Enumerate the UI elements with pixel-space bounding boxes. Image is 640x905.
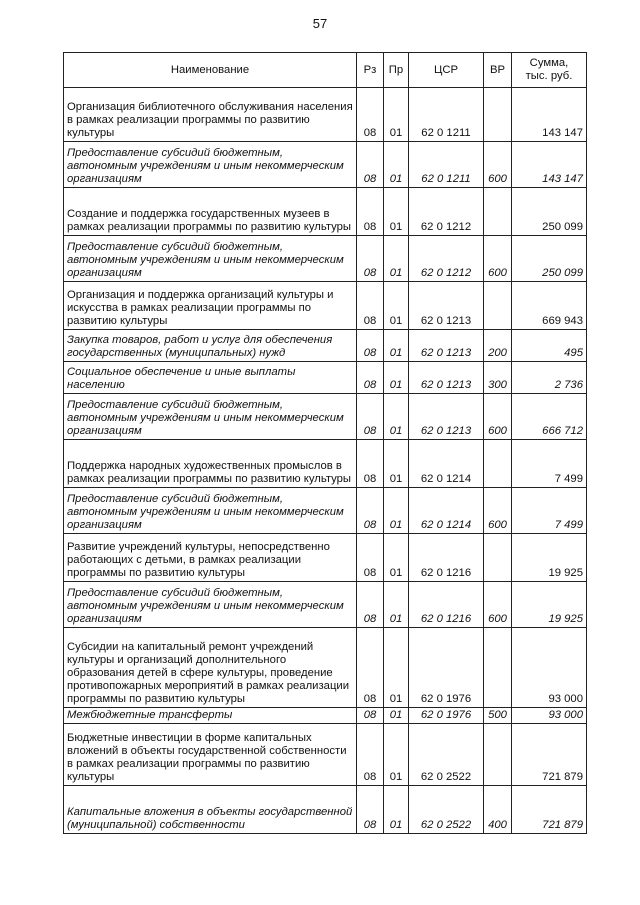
cell-rz: 08 bbox=[357, 188, 384, 236]
cell-vr: 400 bbox=[484, 786, 512, 834]
cell-sum: 19 925 bbox=[512, 582, 587, 628]
cell-rz: 08 bbox=[357, 628, 384, 708]
cell-sum: 7 499 bbox=[512, 440, 587, 488]
cell-name: Предоставление субсидий бюджетным, автономным учреждениям и иным некоммерческим организациям bbox=[64, 236, 357, 282]
table-row bbox=[64, 282, 587, 330]
header-csr: ЦСР bbox=[409, 53, 484, 88]
header-rz: Рз bbox=[357, 53, 384, 88]
cell-csr: 62 0 1216 bbox=[409, 582, 484, 628]
budget-table bbox=[63, 52, 587, 834]
cell-name: Межбюджетные трансферты bbox=[64, 708, 357, 724]
table-row bbox=[64, 534, 587, 582]
table-row bbox=[64, 724, 587, 786]
cell-sum: 2 736 bbox=[512, 362, 587, 394]
cell-vr: 300 bbox=[484, 362, 512, 394]
cell-pr: 01 bbox=[384, 142, 409, 188]
cell-csr: 62 0 1213 bbox=[409, 362, 484, 394]
cell-vr bbox=[484, 628, 512, 708]
header-sum-line1: Сумма, bbox=[529, 57, 569, 69]
cell-vr: 500 bbox=[484, 708, 512, 724]
cell-rz: 08 bbox=[357, 534, 384, 582]
cell-name: Капитальные вложения в объекты государственной (муниципальной) собственности bbox=[64, 786, 357, 834]
cell-csr: 62 0 1214 bbox=[409, 440, 484, 488]
cell-name: Закупка товаров, работ и услуг для обеспечения государственных (муниципальных) нужд bbox=[64, 330, 357, 362]
cell-sum: 495 bbox=[512, 330, 587, 362]
cell-vr: 600 bbox=[484, 488, 512, 534]
table-row bbox=[64, 142, 587, 188]
cell-pr: 01 bbox=[384, 582, 409, 628]
cell-csr: 62 0 1211 bbox=[409, 142, 484, 188]
cell-vr bbox=[484, 724, 512, 786]
cell-sum: 250 099 bbox=[512, 188, 587, 236]
cell-rz: 08 bbox=[357, 282, 384, 330]
header-vr: ВР bbox=[484, 53, 512, 88]
cell-csr: 62 0 1211 bbox=[409, 88, 484, 142]
cell-csr: 62 0 2522 bbox=[409, 786, 484, 834]
cell-vr: 600 bbox=[484, 236, 512, 282]
cell-name: Создание и поддержка государственных музеев в рамках реализации программы по развитию культуры bbox=[64, 188, 357, 236]
cell-vr: 600 bbox=[484, 142, 512, 188]
table-row bbox=[64, 582, 587, 628]
cell-pr: 01 bbox=[384, 628, 409, 708]
cell-rz: 08 bbox=[357, 724, 384, 786]
cell-pr: 01 bbox=[384, 362, 409, 394]
cell-csr: 62 0 1216 bbox=[409, 534, 484, 582]
cell-vr bbox=[484, 88, 512, 142]
cell-csr: 62 0 1212 bbox=[409, 188, 484, 236]
cell-pr: 01 bbox=[384, 394, 409, 440]
cell-pr: 01 bbox=[384, 786, 409, 834]
cell-rz: 08 bbox=[357, 362, 384, 394]
cell-rz: 08 bbox=[357, 236, 384, 282]
cell-rz: 08 bbox=[357, 786, 384, 834]
cell-pr: 01 bbox=[384, 236, 409, 282]
table-row bbox=[64, 628, 587, 708]
cell-name: Поддержка народных художественных промыслов в рамках реализации программы по развитию культуры bbox=[64, 440, 357, 488]
cell-name: Предоставление субсидий бюджетным, автономным учреждениям и иным некоммерческим организациям bbox=[64, 142, 357, 188]
table-row bbox=[64, 488, 587, 534]
cell-pr: 01 bbox=[384, 724, 409, 786]
cell-rz: 08 bbox=[357, 394, 384, 440]
cell-pr: 01 bbox=[384, 188, 409, 236]
cell-name: Предоставление субсидий бюджетным, автономным учреждениям и иным некоммерческим организациям bbox=[64, 488, 357, 534]
cell-name: Организация библиотечного обслуживания населения в рамках реализации программы по развитию культуры bbox=[64, 88, 357, 142]
cell-vr bbox=[484, 188, 512, 236]
table-row bbox=[64, 330, 587, 362]
cell-rz: 08 bbox=[357, 142, 384, 188]
cell-sum: 250 099 bbox=[512, 236, 587, 282]
cell-sum: 93 000 bbox=[512, 628, 587, 708]
table-header-row bbox=[64, 53, 587, 88]
cell-pr: 01 bbox=[384, 330, 409, 362]
cell-csr: 62 0 1213 bbox=[409, 394, 484, 440]
cell-pr: 01 bbox=[384, 488, 409, 534]
cell-name: Бюджетные инвестиции в форме капитальных вложений в объекты государственной собственности в рамках реализации программы по развитию культуры bbox=[64, 724, 357, 786]
cell-pr: 01 bbox=[384, 708, 409, 724]
cell-csr: 62 0 1214 bbox=[409, 488, 484, 534]
cell-sum: 7 499 bbox=[512, 488, 587, 534]
table-row bbox=[64, 708, 587, 724]
header-pr: Пр bbox=[384, 53, 409, 88]
cell-sum: 19 925 bbox=[512, 534, 587, 582]
cell-vr bbox=[484, 282, 512, 330]
header-sum-line2: тыс. руб. bbox=[525, 70, 573, 82]
cell-sum: 143 147 bbox=[512, 142, 587, 188]
cell-sum: 669 943 bbox=[512, 282, 587, 330]
table-row bbox=[64, 394, 587, 440]
cell-vr: 200 bbox=[484, 330, 512, 362]
cell-rz: 08 bbox=[357, 582, 384, 628]
header-sum bbox=[512, 53, 587, 88]
cell-rz: 08 bbox=[357, 330, 384, 362]
cell-rz: 08 bbox=[357, 488, 384, 534]
cell-sum: 721 879 bbox=[512, 724, 587, 786]
header-name: Наименование bbox=[64, 53, 357, 88]
cell-name: Развитие учреждений культуры, непосредственно работающих с детьми, в рамках реализации программы по развитию культуры bbox=[64, 534, 357, 582]
cell-vr: 600 bbox=[484, 582, 512, 628]
cell-name: Социальное обеспечение и иные выплаты населению bbox=[64, 362, 357, 394]
cell-csr: 62 0 1213 bbox=[409, 282, 484, 330]
cell-rz: 08 bbox=[357, 708, 384, 724]
cell-name: Предоставление субсидий бюджетным, автономным учреждениям и иным некоммерческим организациям bbox=[64, 394, 357, 440]
cell-csr: 62 0 1213 bbox=[409, 330, 484, 362]
cell-csr: 62 0 2522 bbox=[409, 724, 484, 786]
cell-vr bbox=[484, 440, 512, 488]
table-row bbox=[64, 236, 587, 282]
cell-rz: 08 bbox=[357, 440, 384, 488]
cell-csr: 62 0 1976 bbox=[409, 628, 484, 708]
cell-name: Субсидии на капитальный ремонт учреждений культуры и организаций дополнительного образования детей в сфере культуры, проведение противопожарных мероприятий в рамках реализации программы по развитию культуры bbox=[64, 628, 357, 708]
cell-pr: 01 bbox=[384, 282, 409, 330]
table-row bbox=[64, 440, 587, 488]
cell-vr bbox=[484, 534, 512, 582]
cell-vr: 600 bbox=[484, 394, 512, 440]
table-row bbox=[64, 362, 587, 394]
cell-pr: 01 bbox=[384, 440, 409, 488]
page-number: 57 bbox=[312, 16, 328, 31]
cell-rz: 08 bbox=[357, 88, 384, 142]
cell-csr: 62 0 1976 bbox=[409, 708, 484, 724]
table-body bbox=[64, 88, 587, 834]
table-row bbox=[64, 88, 587, 142]
cell-name: Организация и поддержка организаций культуры и искусства в рамках реализации программы по развитию культуры bbox=[64, 282, 357, 330]
cell-sum: 721 879 bbox=[512, 786, 587, 834]
table-row bbox=[64, 188, 587, 236]
table-row bbox=[64, 786, 587, 834]
cell-csr: 62 0 1212 bbox=[409, 236, 484, 282]
cell-pr: 01 bbox=[384, 88, 409, 142]
cell-sum: 93 000 bbox=[512, 708, 587, 724]
cell-sum: 143 147 bbox=[512, 88, 587, 142]
cell-pr: 01 bbox=[384, 534, 409, 582]
cell-name: Предоставление субсидий бюджетным, автономным учреждениям и иным некоммерческим организациям bbox=[64, 582, 357, 628]
cell-sum: 666 712 bbox=[512, 394, 587, 440]
